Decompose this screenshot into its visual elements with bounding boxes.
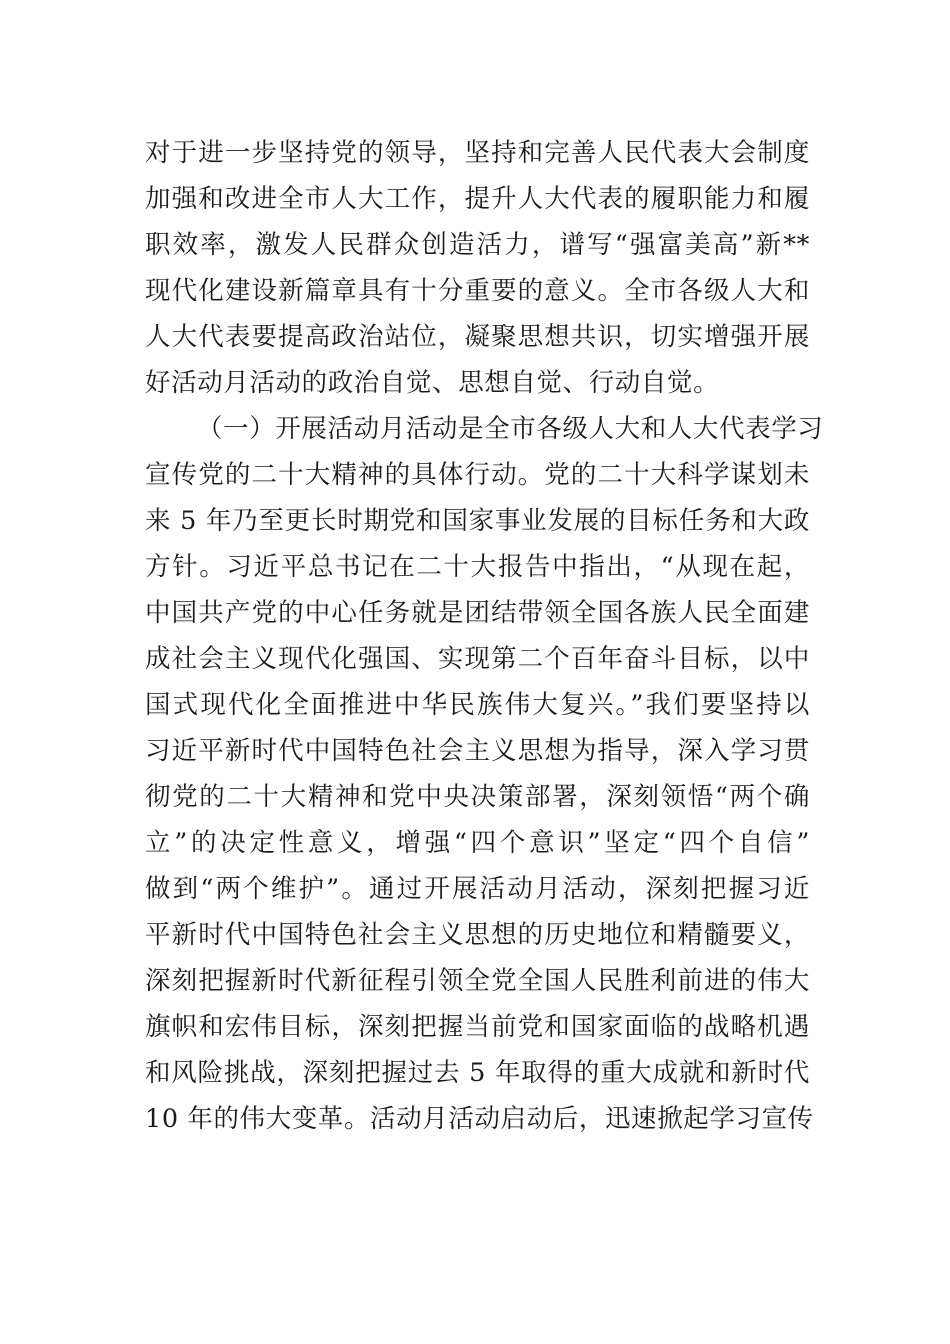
text-line: 习近平新时代中国特色社会主义思想为指导，深入学习贯	[145, 736, 810, 766]
text-line: 好活动月活动的政治自觉、思想自觉、行动自觉。	[145, 368, 720, 398]
text-line: 现代化建设新篇章具有十分重要的意义。全市各级人大和	[145, 276, 810, 306]
text-line: 加强和改进全市人大工作，提升人大代表的履职能力和履	[145, 184, 810, 214]
text-line: 国式现代化全面推进中华民族伟大复兴。”我们要坚持以	[145, 690, 810, 720]
text-line: 彻党的二十大精神和党中央决策部署，深刻领悟“两个确	[145, 782, 810, 812]
text-line: 宣传党的二十大精神的具体行动。党的二十大科学谋划未	[145, 460, 810, 490]
text-line: 旗帜和宏伟目标，深刻把握当前党和国家面临的战略机遇	[145, 1012, 810, 1042]
text-line: 和风险挑战，深刻把握过去 5 年取得的重大成就和新时代	[145, 1058, 810, 1088]
text-line: 成社会主义现代化强国、实现第二个百年奋斗目标，以中	[145, 644, 810, 674]
text-line: 人大代表要提高政治站位，凝聚思想共识，切实增强开展	[145, 322, 810, 352]
paragraph-2	[145, 406, 824, 1142]
text-line: 深刻把握新时代新征程引领全党全国人民胜利前进的伟大	[145, 966, 810, 996]
text-line: 平新时代中国特色社会主义思想的历史地位和精髓要义，	[145, 920, 810, 950]
document-body	[145, 130, 824, 1142]
text-line: 中国共产党的中心任务就是团结带领全国各族人民全面建	[145, 598, 810, 628]
text-line: 对于进一步坚持党的领导，坚持和完善人民代表大会制度	[145, 138, 810, 168]
text-line: （一）开展活动月活动是全市各级人大和人大代表学习	[197, 414, 824, 444]
paragraph-1	[145, 130, 810, 406]
text-line: 方针。习近平总书记在二十大报告中指出，“从现在起，	[145, 552, 810, 582]
text-line: 立”的决定性意义，增强“四个意识”坚定“四个自信”	[145, 828, 810, 858]
text-line: 职效率，激发人民群众创造活力，谱写“强富美高”新**	[145, 230, 810, 260]
text-line: 来 5 年乃至更长时期党和国家事业发展的目标任务和大政	[145, 506, 810, 536]
text-line: 10 年的伟大变革。活动月活动启动后，迅速掀起学习宣传	[145, 1104, 814, 1134]
text-line: 做到“两个维护”。通过开展活动月活动，深刻把握习近	[145, 874, 810, 904]
